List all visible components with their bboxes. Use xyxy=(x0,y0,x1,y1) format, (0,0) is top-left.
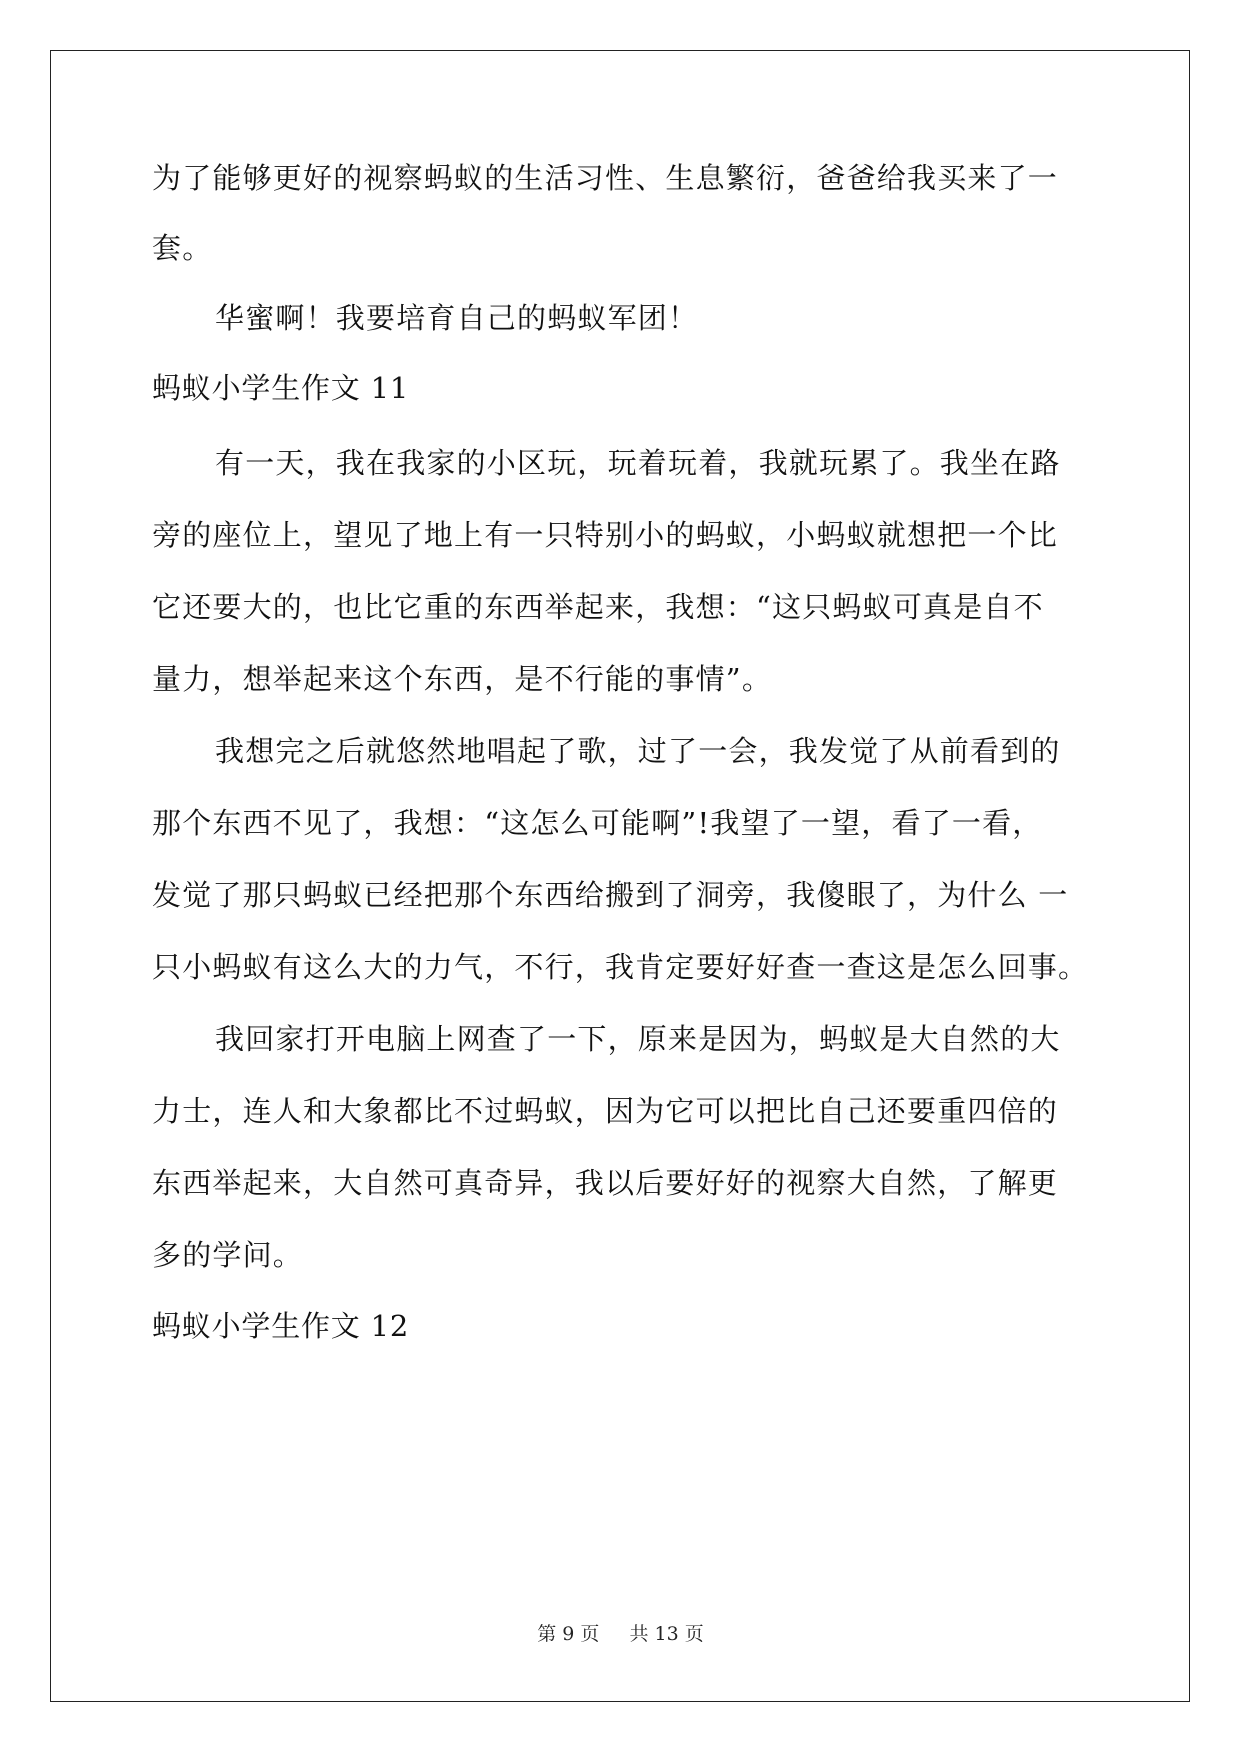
paragraph-line: 它还要大的，也比它重的东西举起来，我想：“这只蚂蚁可真是自不 xyxy=(152,590,1044,624)
paragraph-line: 我想完之后就悠然地唱起了歌，过了一会，我发觉了从前看到的 xyxy=(215,734,1061,768)
page-total: 共 13 页 xyxy=(629,1623,704,1645)
paragraph-line: 量力，想举起来这个东西，是不行能的事情”。 xyxy=(152,662,773,696)
paragraph-line: 为了能够更好的视察蚂蚁的生活习性、生息繁衍，爸爸给我买来了一 xyxy=(152,161,1059,195)
page-number: 第 9 页 xyxy=(537,1623,600,1645)
paragraph-line: 我回家打开电脑上网查了一下，原来是因为，蚂蚁是大自然的大 xyxy=(215,1022,1061,1056)
section-heading: 蚂蚁小学生作文 12 xyxy=(152,1309,410,1343)
paragraph-line: 华蜜啊！我要培育自己的蚂蚁军团！ xyxy=(215,301,699,335)
page-footer xyxy=(0,1622,1241,1646)
paragraph-line: 套。 xyxy=(152,231,213,265)
paragraph-line: 只小蚂蚁有这么大的力气，不行，我肯定要好好查一查这是怎么回事。 xyxy=(152,950,1089,984)
paragraph-line: 发觉了那只蚂蚁已经把那个东西给搬到了洞旁，我傻眼了，为什么 一 xyxy=(152,878,1069,912)
paragraph-line: 有一天，我在我家的小区玩，玩着玩着，我就玩累了。我坐在路 xyxy=(215,446,1061,480)
paragraph-line: 力士，连人和大象都比不过蚂蚁，因为它可以把比自己还要重四倍的 xyxy=(152,1094,1059,1128)
paragraph-line: 那个东西不见了，我想：“这怎么可能啊”!我望了一望，看了一看， xyxy=(152,806,1043,840)
paragraph-line: 东西举起来，大自然可真奇异，我以后要好好的视察大自然，了解更 xyxy=(152,1166,1059,1200)
paragraph-line: 多的学问。 xyxy=(152,1238,304,1272)
paragraph-line: 旁的座位上，望见了地上有一只特别小的蚂蚁，小蚂蚁就想把一个比 xyxy=(152,518,1059,552)
section-heading: 蚂蚁小学生作文 11 xyxy=(152,371,410,405)
